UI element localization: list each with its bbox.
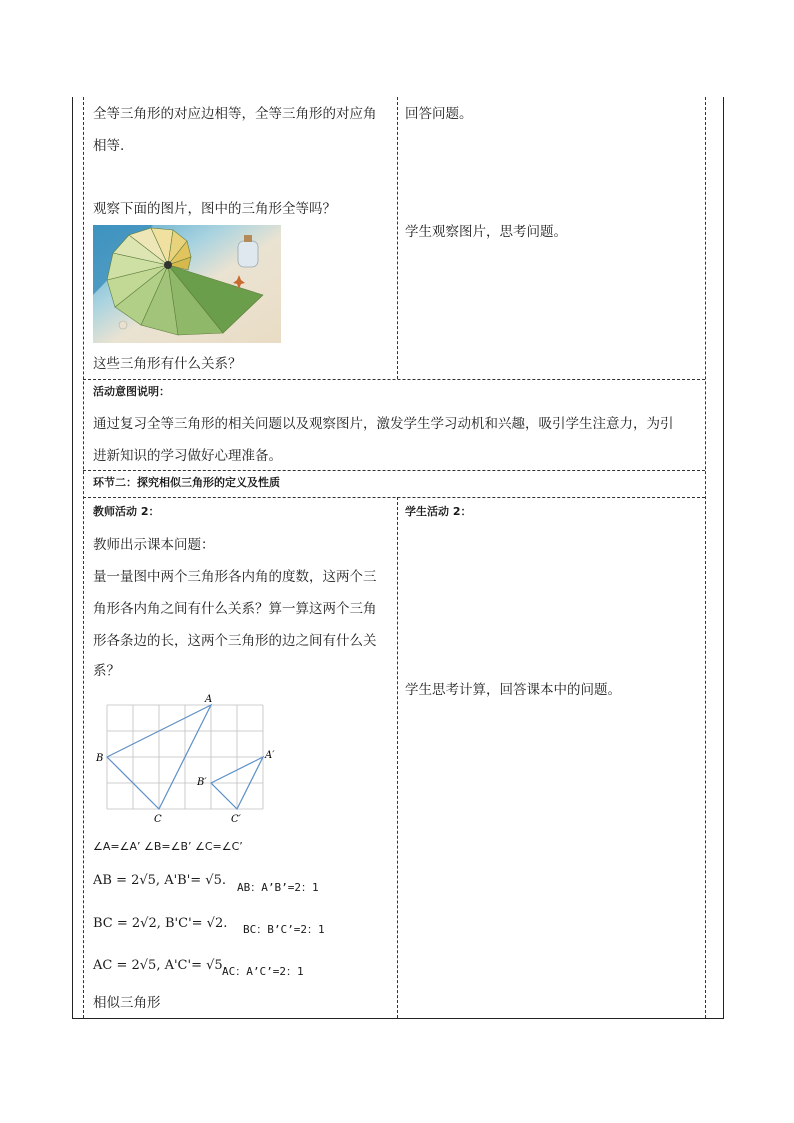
label-b: B <box>96 753 104 764</box>
triangle-figure <box>93 690 293 825</box>
column-divider <box>397 97 398 379</box>
row-divider-3 <box>83 497 705 498</box>
observe-text: 学生观察图片，思考问题。 <box>405 224 567 240</box>
label-a: A <box>205 694 213 705</box>
section-title: 环节二：探究相似三角形的定义及性质 <box>93 476 280 489</box>
intent-line-2: 进新知识的学习做好心理准备。 <box>93 448 282 464</box>
teacher-activity-heading: 教师活动 2： <box>93 505 160 518</box>
intent-line-1: 通过复习全等三角形的相关问题以及观察图片，激发学生学习动机和兴趣，吸引学生注意力，为引 <box>93 416 674 432</box>
angle-equalities: ∠A=∠A’ ∠B=∠B’ ∠C=∠C’ <box>93 840 243 853</box>
label-c-prime: C′ <box>231 814 241 825</box>
conclusion-text: 相似三角形 <box>93 995 161 1011</box>
bc-ratio: BC：B’C’=2：1 <box>243 923 325 936</box>
cell-divider-left <box>83 97 84 1018</box>
teacher-intro: 教师出示课本问题： <box>93 537 215 553</box>
observe-question: 观察下面的图片，图中的三角形全等吗？ <box>93 201 336 217</box>
student-activity-heading: 学生活动 2： <box>405 505 472 518</box>
cell-divider-right <box>705 97 706 1018</box>
intent-heading: 活动意图说明： <box>93 385 170 398</box>
shell-picture <box>93 225 281 343</box>
question-line-1: 量一量图中两个三角形各内角的度数，这两个三 <box>93 569 377 585</box>
bc-equation: BC = 2√2, B'C'= √2. <box>93 916 228 931</box>
student-answer: 学生思考计算，回答课本中的问题。 <box>405 682 621 698</box>
congruent-line-1: 全等三角形的对应边相等，全等三角形的对应角 <box>93 106 377 122</box>
label-a-prime: A′ <box>265 750 275 761</box>
question-line-3: 形各条边的长，这两个三角形的边之间有什么关 <box>93 633 377 649</box>
congruent-line-2: 相等. <box>93 138 125 154</box>
answer-text: 回答问题。 <box>405 106 473 122</box>
label-b-prime: B′ <box>197 777 207 788</box>
ab-equation: AB = 2√5, A'B'= √5. <box>93 873 226 888</box>
label-c: C <box>154 814 162 825</box>
relation-question: 这些三角形有什么关系？ <box>93 356 242 372</box>
ac-ratio: AC：A’C’=2：1 <box>222 965 304 978</box>
row-divider-1 <box>83 379 705 380</box>
ac-equation: AC = 2√5, A'C'= √5. <box>93 958 227 973</box>
ab-ratio: AB：A’B’=2：1 <box>237 881 319 894</box>
column-divider-lower <box>397 497 398 1018</box>
question-line-4: 系？ <box>93 663 120 679</box>
question-line-2: 角形各内角之间有什么关系？算一算这两个三角 <box>93 601 377 617</box>
row-divider-2 <box>83 470 705 471</box>
